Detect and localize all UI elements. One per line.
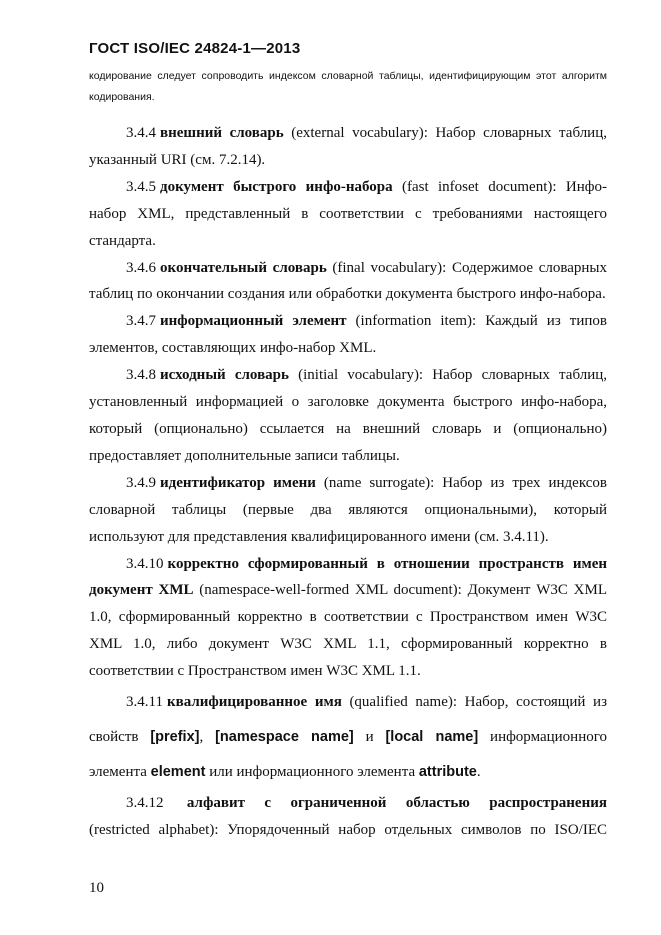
- property-prefix: [prefix]: [150, 729, 200, 746]
- info-item-element: element: [150, 764, 206, 781]
- terms-section: [89, 120, 607, 844]
- term-definition-text: и: [353, 729, 386, 746]
- property-namespace-name: [namespace name]: [215, 729, 354, 746]
- continuation-note: кодирование следует сопроводить индексом словарной таблицы, идентифицирующим этот алгоритм кодирования.: [89, 70, 607, 103]
- term-definition: (final vocabulary): Содержимое словарных таблиц по окончании создания или обработки документа быстрого инфо-набора.: [89, 259, 607, 303]
- term-definition-text: ,: [199, 729, 216, 746]
- term-name: идентификатор имени: [160, 474, 316, 491]
- term-definition: (restricted alphabet): Упорядоченный набор отдельных символов по ISO/IEC: [89, 821, 607, 838]
- term-definition: (external vocabulary): Набор словарных таблиц, указанный URI (см. 7.2.14).: [89, 125, 607, 168]
- term-definition-text: или информационного элемента: [205, 764, 419, 781]
- term-3-4-6: [89, 255, 607, 309]
- info-item-attribute: attribute: [418, 764, 477, 781]
- term-number: 3.4.9: [126, 474, 156, 491]
- term-3-4-9: [89, 470, 607, 551]
- term-3-4-11: [89, 685, 607, 790]
- term-number: 3.4.7: [126, 313, 156, 330]
- term-name: исходный словарь: [160, 367, 289, 384]
- term-number: 3.4.5: [126, 178, 156, 195]
- term-number: 3.4.6: [126, 259, 156, 276]
- standard-title: ГОСТ ISO/IEC 24824-1—2013: [89, 40, 301, 57]
- term-name: внешний словарь: [160, 125, 284, 141]
- term-definition: (initial vocabulary): Набор словарных таблиц, установленный информацией о заголовке документа быстрого инфо-набора, который (опционально) ссылается на внешний словарь и (опционально) предоставляет дополнительные записи таблицы.: [89, 367, 607, 464]
- term-3-4-12-definition: [89, 817, 607, 844]
- term-3-4-5: [89, 174, 607, 255]
- term-definition: (information item): Каждый из типов элементов, составляющих инфо-набор XML.: [89, 313, 607, 357]
- term-definition: (name surrogate): Набор из трех индексов словарной таблицы (первые два являются опциональными), который используют для представления квалифицированного имени (см. 3.4.11).: [89, 474, 607, 545]
- term-name: информационный элемент: [160, 313, 347, 330]
- page-number: 10: [89, 880, 104, 896]
- term-definition: (fast infoset document): Инфо-набор XML, представленный в соответствии с требованиями настоящего стандарта.: [89, 178, 607, 249]
- term-3-4-8: [89, 362, 607, 470]
- term-definition-text: информационного элемента: [89, 729, 608, 781]
- property-local-name: [local name]: [385, 729, 479, 746]
- term-definition: (namespace-well-formed XML document): Документ W3C XML 1.0, сформированный корректно в соответствии с Пространством имен W3C XML 1.0, либо документ W3C XML 1.1, сформированный корректно в соответствии с Пространством имен W3C XML 1.1.: [89, 582, 607, 680]
- term-name: алфавит с ограниченной областью распространения: [186, 795, 607, 812]
- term-number: 3.4.4: [126, 125, 156, 141]
- term-number: 3.4.11: [126, 694, 163, 711]
- term-name: квалифицированное имя: [166, 694, 342, 711]
- term-number: 3.4.8: [126, 367, 156, 384]
- term-definition-text: (qualified name): Набор, состоящий из свойств: [89, 694, 607, 746]
- term-name: окончательный словарь: [160, 259, 327, 276]
- term-number: 3.4.12: [126, 795, 164, 812]
- term-3-4-7: [89, 308, 607, 362]
- term-name: корректно сформированный в отношении пространств имен документ XML: [89, 555, 607, 599]
- term-3-4-4: [89, 120, 607, 174]
- term-name: документ быстрого инфо-набора: [160, 178, 393, 195]
- term-definition-text: .: [476, 764, 481, 781]
- term-number: 3.4.10: [126, 555, 164, 572]
- term-3-4-12-heading: [89, 790, 607, 817]
- term-3-4-10: [89, 551, 607, 686]
